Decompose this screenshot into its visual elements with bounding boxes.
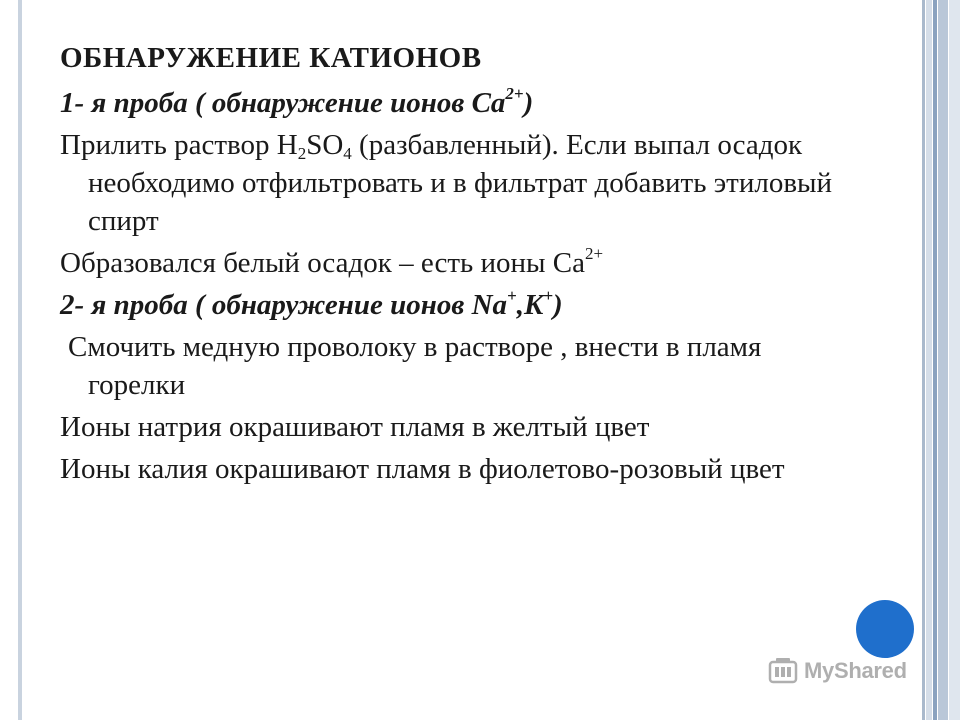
slide-title: ОБНАРУЖЕНИЕ КАТИОНОВ <box>60 42 482 74</box>
stripe <box>922 0 925 720</box>
slide-content <box>60 40 840 492</box>
probe2-heading-sup1: + <box>507 286 517 305</box>
para-acid-sub2: 4 <box>343 144 352 163</box>
probe1-heading-sup: 2+ <box>505 84 524 103</box>
left-border <box>18 0 22 720</box>
para-acid-part2: SO <box>306 129 344 161</box>
right-decoration <box>922 0 960 720</box>
myshared-logo-icon <box>768 656 798 686</box>
para-precipitate <box>60 244 840 282</box>
probe2-heading-mid: ,K <box>516 289 544 321</box>
para-wire <box>60 328 840 404</box>
para-potassium-text: Ионы калия окрашивают пламя в фиолетово-розовый цвет <box>60 453 785 485</box>
stripe <box>933 0 937 720</box>
stripe <box>949 0 960 720</box>
probe2-heading-text: 2- я проба ( обнаружение ионов Na <box>60 289 508 321</box>
stripe <box>938 0 948 720</box>
para-potassium <box>60 450 840 488</box>
para-precipitate-text: Образовался белый осадок – есть ионы Ca <box>60 247 585 279</box>
para-sodium <box>60 408 840 446</box>
blue-circle-decoration <box>856 600 914 658</box>
probe1-heading-text: 1- я проба ( обнаружение ионов Ca <box>60 87 506 119</box>
para-acid-part3: (разбавленный). Если выпал осадок необходимо отфильтровать и в фильтрат добавить этиловый спирт <box>88 129 833 237</box>
probe1-heading-close: ) <box>523 87 534 119</box>
para-acid-sub1: 2 <box>297 144 307 163</box>
stripe <box>926 0 932 720</box>
para-acid-part1: Прилить раствор H <box>60 129 298 161</box>
watermark <box>768 656 907 686</box>
probe2-heading-sup2: + <box>543 286 553 305</box>
para-precipitate-sup: 2+ <box>584 244 604 263</box>
probe2-heading-close: ) <box>553 289 563 321</box>
para-acid <box>60 126 840 240</box>
para-sodium-text: Ионы натрия окрашивают пламя в желтый цвет <box>60 411 650 443</box>
probe2-heading <box>60 286 840 324</box>
watermark-text: MyShared <box>804 658 907 683</box>
probe1-heading <box>60 84 840 122</box>
para-wire-text: Смочить медную проволоку в растворе , внести в пламя горелки <box>68 331 762 401</box>
